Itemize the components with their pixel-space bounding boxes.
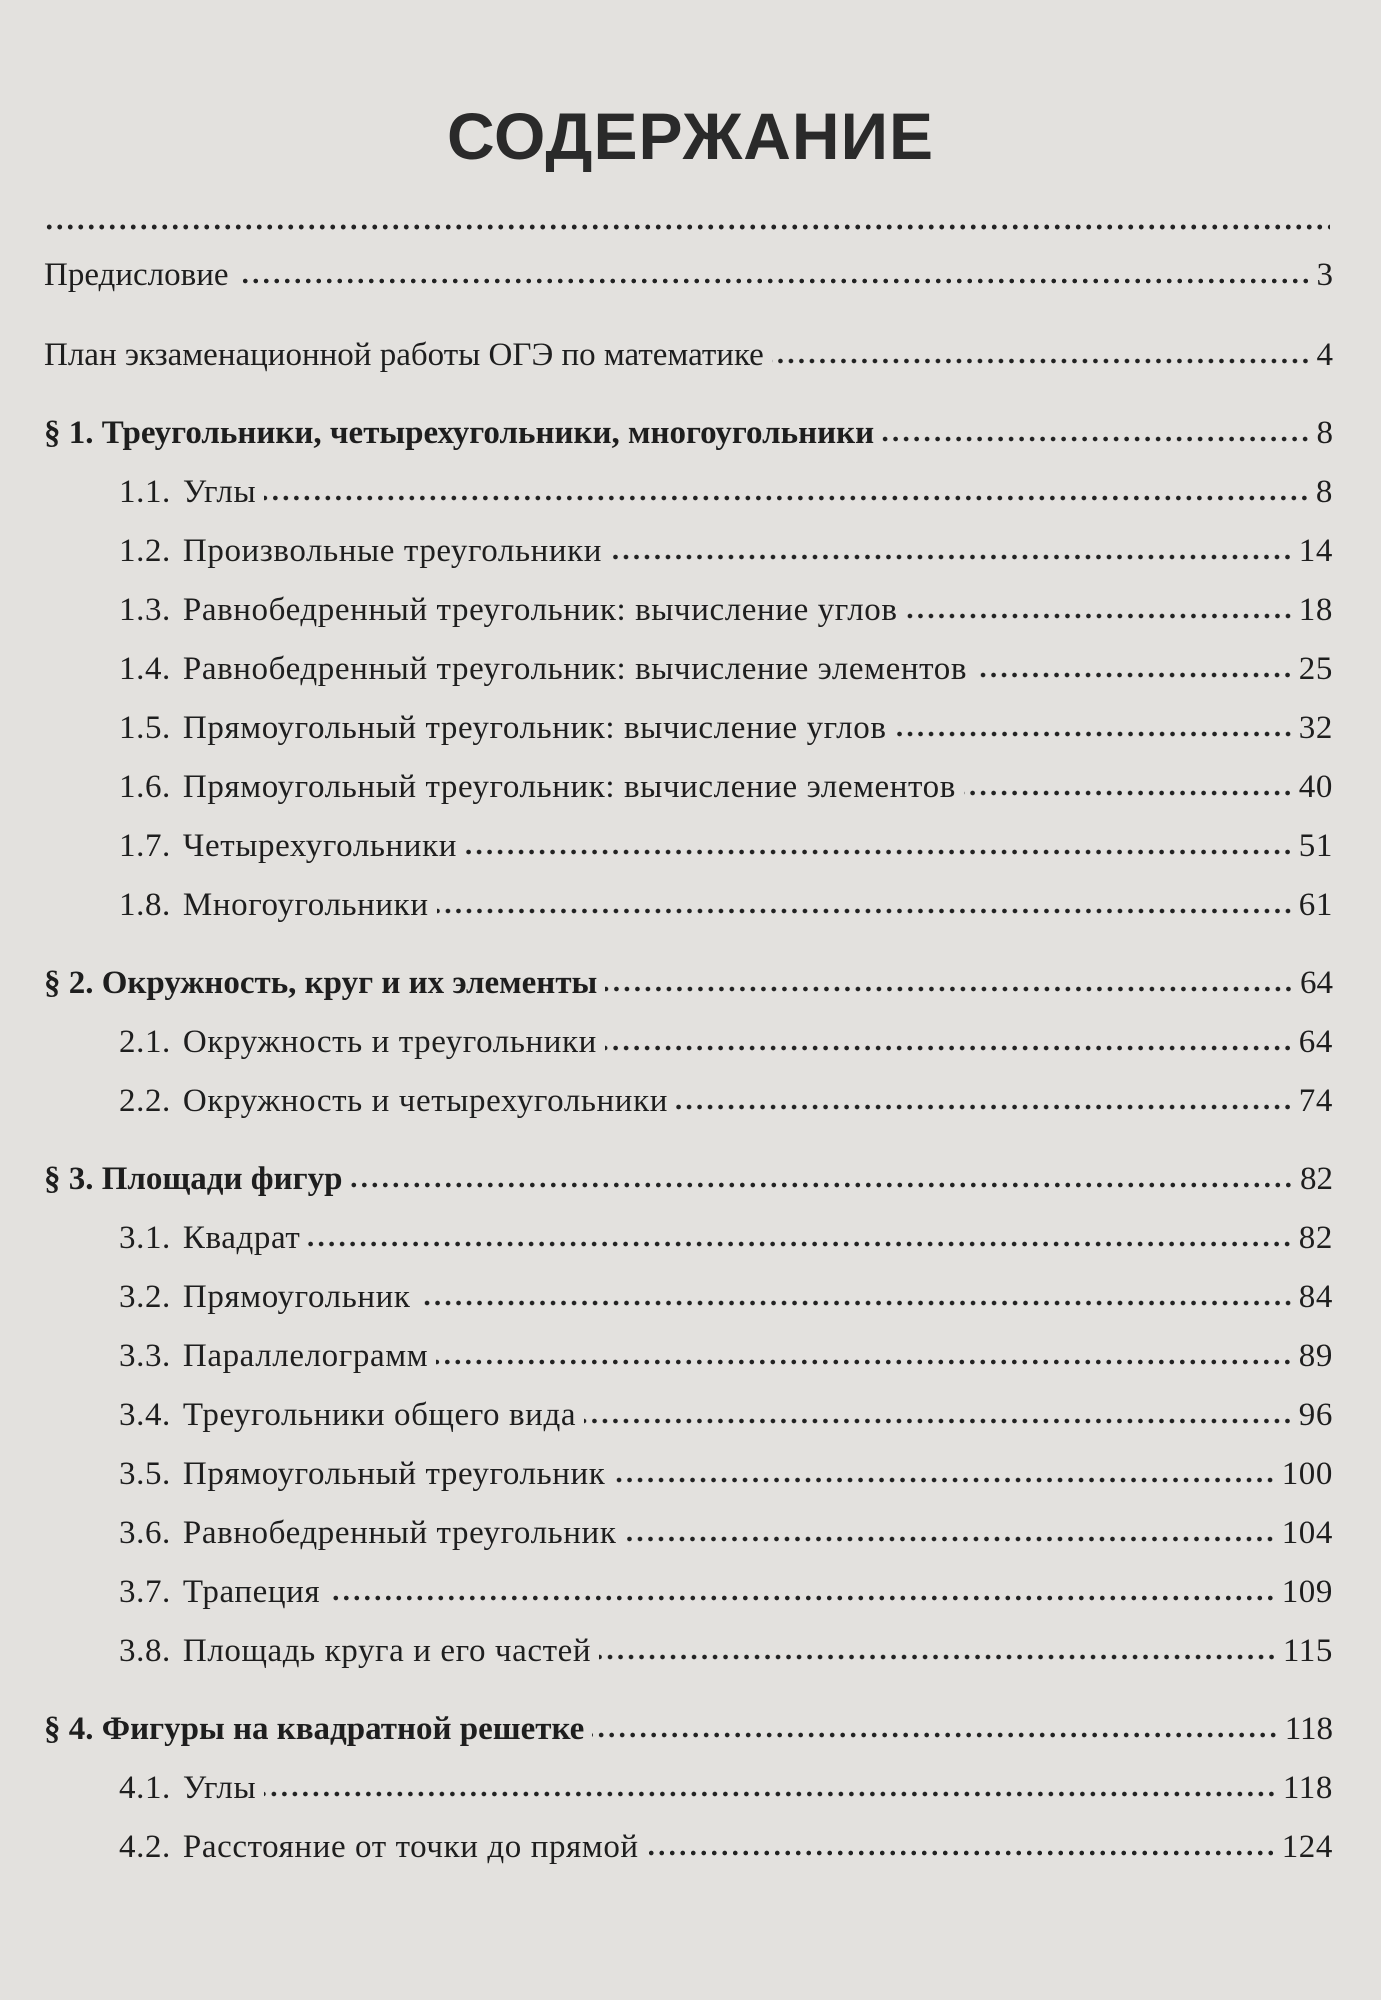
toc-entry-title (119, 531, 602, 571)
dot-leader (605, 985, 1294, 993)
toc-entry-number: 2.2. (119, 1083, 171, 1119)
toc-entry-label: Углы (182, 1770, 257, 1806)
toc-subsection (119, 1631, 1333, 1671)
toc-entry-label: Окружность и четырехугольники (182, 1083, 668, 1119)
dot-leader (437, 907, 1293, 915)
toc-subsection (119, 472, 1333, 512)
dot-leader (328, 1594, 1276, 1602)
toc-page-number: 51 (1298, 828, 1333, 864)
toc-entry-number: 3.8. (119, 1633, 171, 1669)
toc-subsection (119, 1572, 1333, 1612)
toc-entry-number: 2.1. (119, 1024, 171, 1060)
toc-entry-number: 1.2. (119, 533, 171, 569)
toc-subsection (119, 1022, 1333, 1062)
toc-entry-number: 1.1. (119, 474, 171, 510)
toc-subsection (119, 531, 1333, 571)
toc-entry-label: Равнобедренный треугольник (182, 1515, 617, 1551)
toc-entry-title (44, 335, 764, 375)
toc-entry-label: Четырехугольники (182, 828, 457, 864)
dot-leader (964, 789, 1293, 797)
toc-entry-number: 4.2. (119, 1829, 171, 1865)
toc-entry-number: 3.3. (119, 1338, 171, 1374)
toc-entry-label: Трапеция (182, 1574, 321, 1610)
toc-entry-title (119, 885, 429, 925)
toc-entry-number: 3.2. (119, 1279, 171, 1315)
toc-subsection (119, 1277, 1333, 1317)
dot-leader (772, 357, 1311, 365)
toc-entry-label: § 2. Окружность, круг и их элементы (44, 965, 598, 1001)
toc-entry-title (44, 1159, 342, 1199)
toc-entry-label: Треугольники общего вида (182, 1397, 577, 1433)
toc-entry-label: § 1. Треугольники, четырехугольники, многоугольники (44, 415, 875, 451)
toc-entry-label: Углы (182, 474, 257, 510)
toc-entry-number: 3.5. (119, 1456, 171, 1492)
toc-entry-title (119, 1277, 411, 1317)
toc-subsection (119, 1454, 1333, 1494)
toc-page-number: 25 (1298, 651, 1333, 687)
toc-page-number: 32 (1298, 710, 1333, 746)
toc-page-number: 89 (1298, 1338, 1333, 1374)
toc-entry-title (119, 1827, 639, 1867)
toc-page-number: 64 (1300, 965, 1333, 1001)
dot-leader (237, 277, 1311, 285)
toc-entry-number: 4.1. (119, 1770, 171, 1806)
toc-entry-label: Окружность и треугольники (182, 1024, 597, 1060)
toc-section (44, 963, 1333, 1003)
toc-entry-number: 1.4. (119, 651, 171, 687)
toc-entry-number: 3.1. (119, 1220, 171, 1256)
dot-leader (906, 612, 1293, 620)
toc-page-number: 96 (1298, 1397, 1333, 1433)
toc-page-number: 82 (1300, 1161, 1333, 1197)
toc-entry-label: Многоугольники (182, 887, 429, 923)
toc-entry-number: 1.3. (119, 592, 171, 628)
toc-entry-label: Площадь круга и его частей (182, 1633, 592, 1669)
toc-entry-label: План экзаменационной работы ОГЭ по математике (44, 337, 764, 373)
toc-entry-title (119, 708, 887, 748)
toc-subsection (119, 826, 1333, 866)
toc-subsection (119, 885, 1333, 925)
dot-leader (465, 848, 1293, 856)
toc-entry-label: Предисловие (44, 257, 229, 293)
toc-subsection (119, 1081, 1333, 1121)
toc-entry-title (119, 590, 898, 630)
toc-page-number: 64 (1298, 1024, 1333, 1060)
toc-page-number: 100 (1281, 1456, 1333, 1492)
toc-entry-title (44, 413, 874, 453)
toc-entry-label: § 4. Фигуры на квадратной решетке (44, 1711, 585, 1747)
toc-page-number: 118 (1282, 1770, 1333, 1806)
toc-entry-title (119, 1022, 597, 1062)
toc-entry-label: Расстояние от точки до прямой (182, 1829, 639, 1865)
toc-entry (44, 255, 1333, 295)
toc-entry-number: 3.7. (119, 1574, 171, 1610)
dot-leader (264, 1790, 1277, 1798)
toc-entry-title (119, 826, 457, 866)
toc-entry-title (119, 1081, 668, 1121)
toc-entry-title (119, 649, 967, 689)
toc-page-number: 118 (1284, 1711, 1333, 1747)
toc-entry-label: Прямоугольный треугольник: вычисление элементов (182, 769, 956, 805)
toc-page-number: 18 (1298, 592, 1333, 628)
toc-entry-number: 3.6. (119, 1515, 171, 1551)
toc-entry-label: Прямоугольный треугольник (182, 1456, 606, 1492)
dot-leader (647, 1849, 1276, 1857)
toc-page-number: 84 (1298, 1279, 1333, 1315)
toc-entry-title (119, 1768, 256, 1808)
page-title: СОДЕРЖАНИЕ (446, 99, 935, 173)
toc-entry-title (119, 1572, 320, 1612)
toc-page-number: 8 (1316, 415, 1333, 451)
dot-leader (264, 494, 1310, 502)
dot-leader (436, 1358, 1293, 1366)
toc-entry-label: Параллелограмм (182, 1338, 429, 1374)
dot-leader (592, 1731, 1278, 1739)
toc-subsection (119, 1513, 1333, 1553)
toc-entry (44, 335, 1333, 375)
dot-leader (308, 1240, 1292, 1248)
toc-entry-label: Равнобедренный треугольник: вычисление элементов (182, 651, 967, 687)
toc-subsection (119, 1768, 1333, 1808)
toc-entry-label: Квадрат (182, 1220, 301, 1256)
toc-subsection (119, 649, 1333, 689)
toc-entry-title (44, 1709, 584, 1749)
toc-subsection (119, 708, 1333, 748)
toc-entry-number: 1.7. (119, 828, 171, 864)
toc-page-number: 4 (1316, 337, 1333, 373)
dot-leader (350, 1181, 1294, 1189)
dot-leader (584, 1417, 1293, 1425)
toc-page-number: 8 (1315, 474, 1333, 510)
toc-entry-title (119, 1454, 605, 1494)
toc-page-number: 124 (1281, 1829, 1333, 1865)
toc-entry-number: 1.5. (119, 710, 171, 746)
toc-entry-title (119, 767, 956, 807)
toc-subsection (119, 1827, 1333, 1867)
dotted-rule (44, 222, 1330, 232)
toc-entry-label: Прямоугольник (182, 1279, 411, 1315)
toc-subsection (119, 1395, 1333, 1435)
toc-page-number: 61 (1298, 887, 1333, 923)
toc-entry-title (119, 1336, 428, 1376)
toc-subsection (119, 767, 1333, 807)
toc-entry-number: 1.6. (119, 769, 171, 805)
dot-leader (419, 1299, 1293, 1307)
toc-page-number: 109 (1281, 1574, 1333, 1610)
toc-entry-title (119, 1631, 591, 1671)
toc-entry-title (119, 472, 256, 512)
dot-leader (610, 553, 1293, 561)
dot-leader (624, 1535, 1275, 1543)
toc-entry-label: Произвольные треугольники (182, 533, 603, 569)
toc-entry-number: 3.4. (119, 1397, 171, 1433)
toc-entry-title (119, 1513, 616, 1553)
toc-page-number: 3 (1316, 257, 1333, 293)
toc-entry-title (44, 255, 229, 295)
toc-page-number: 40 (1298, 769, 1333, 805)
dot-leader (975, 671, 1293, 679)
toc-page-number: 115 (1282, 1633, 1333, 1669)
toc-entry-label: Равнобедренный треугольник: вычисление углов (182, 592, 898, 628)
toc-subsection (119, 1218, 1333, 1258)
toc-entry-label: § 3. Площади фигур (44, 1161, 343, 1197)
toc-subsection (119, 590, 1333, 630)
dot-leader (895, 730, 1293, 738)
toc-page-number: 82 (1298, 1220, 1333, 1256)
toc-entry-label: Прямоугольный треугольник: вычисление углов (182, 710, 887, 746)
toc-entry-title (119, 1395, 576, 1435)
dot-leader (882, 435, 1310, 443)
toc-section (44, 1159, 1333, 1199)
toc-subsection (119, 1336, 1333, 1376)
dot-leader (605, 1044, 1293, 1052)
toc-section (44, 413, 1333, 453)
toc-section (44, 1709, 1333, 1749)
toc-entry-title (119, 1218, 300, 1258)
toc-entry-title (44, 963, 597, 1003)
dot-leader (676, 1103, 1293, 1111)
dot-leader (613, 1476, 1275, 1484)
toc-entry-number: 1.8. (119, 887, 171, 923)
toc-page-number: 74 (1298, 1083, 1333, 1119)
toc-page-number: 104 (1281, 1515, 1333, 1551)
toc-page-number: 14 (1298, 533, 1333, 569)
dot-leader (599, 1653, 1277, 1661)
